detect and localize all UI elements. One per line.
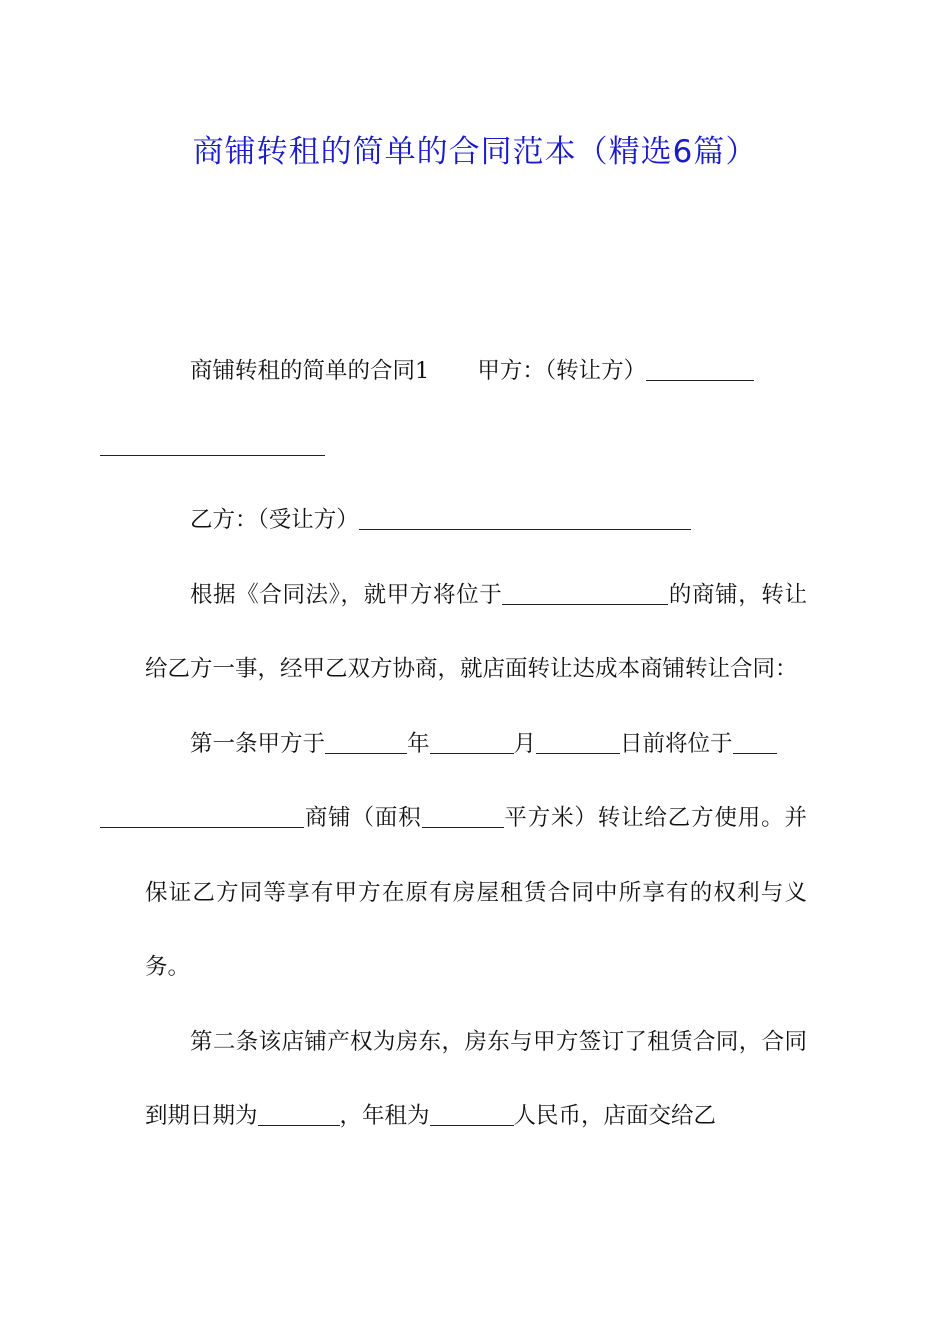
day-label: 日前将位于	[620, 730, 733, 757]
party-b-paragraph	[145, 483, 807, 558]
contract-body	[145, 334, 807, 1154]
article-2-text: 第二条该店铺产权为房东，房东与甲方签订了租赁合同，合同到期日期为	[145, 1028, 807, 1129]
party-b-blank[interactable]	[359, 506, 691, 531]
basis-text-pre: 根据《合同法》，就甲方将位于	[190, 581, 503, 608]
rent-amount-blank[interactable]	[430, 1102, 514, 1127]
month-blank[interactable]	[430, 729, 514, 754]
year-label: 年	[407, 730, 430, 757]
article-1-text: 第一条甲方于	[190, 730, 326, 757]
article-1-paragraph	[145, 707, 807, 1005]
contract-heading-paragraph	[145, 334, 807, 483]
article-2-paragraph	[145, 1005, 807, 1154]
day-blank[interactable]	[536, 729, 620, 754]
shop-location-blank[interactable]	[502, 580, 668, 605]
month-label: 月	[513, 730, 537, 757]
shop-address-blank-continued[interactable]	[100, 804, 304, 829]
party-b-label: 乙方：（受让方）	[190, 507, 359, 533]
party-a-blank-continued[interactable]	[100, 431, 325, 456]
area-unit-text: 平方米）转让给乙方使用。并保证乙方同等享有甲方在原有房屋租赁合同中所享有的权利与义务。	[145, 805, 807, 980]
contract-heading: 商铺转租的简单的合同1	[190, 358, 430, 384]
party-a-blank[interactable]	[646, 357, 754, 382]
area-blank[interactable]	[422, 804, 504, 829]
expiry-date-blank[interactable]	[258, 1102, 340, 1127]
year-blank[interactable]	[325, 729, 407, 754]
shop-address-blank[interactable]	[733, 729, 777, 754]
party-a-label: 甲方：（转让方）	[477, 358, 647, 384]
basis-paragraph	[145, 558, 807, 707]
document-title: 商铺转租的简单的合同范本（精选6篇）	[192, 134, 758, 170]
basis-text-post: 的商铺，转让给乙方一事，经甲乙双方协商，就店面转让达成本商铺转让合同：	[145, 581, 807, 682]
shop-area-text: 商铺（面积	[304, 805, 422, 831]
rent-post-text: 人民币，店面交给乙	[513, 1103, 717, 1129]
annual-rent-text: ，年租为	[339, 1103, 430, 1129]
